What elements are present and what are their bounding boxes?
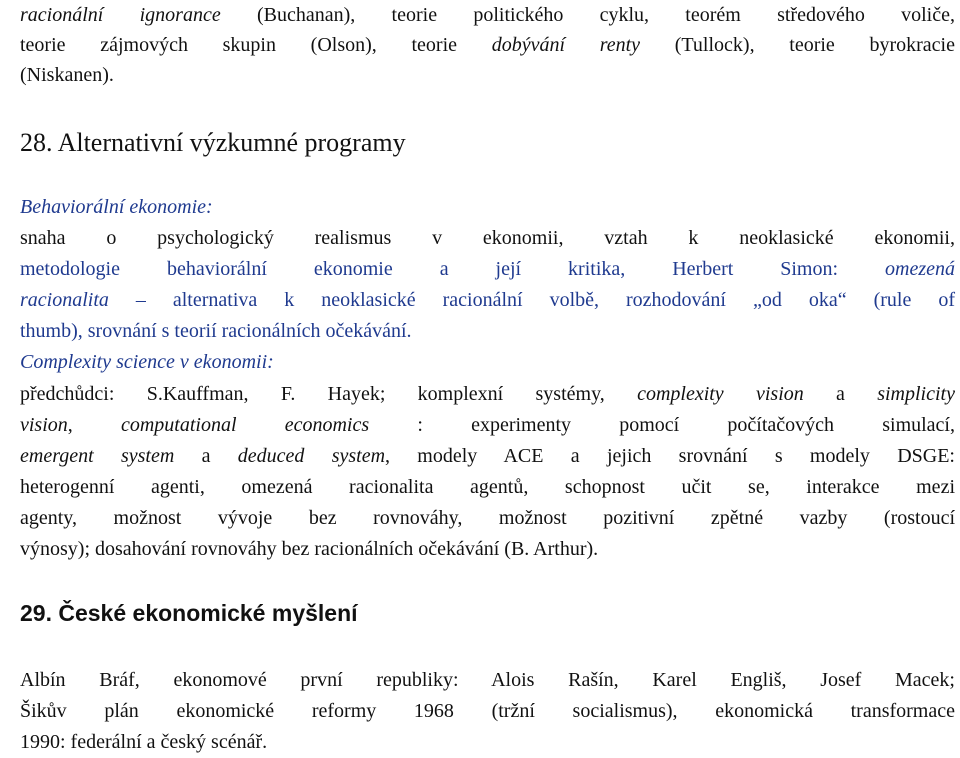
term-deduced-system: deduced system — [237, 445, 386, 467]
behavioral-line-3-rest: – alternativa k neoklasické racionální volbě, rozhodování „od oka“ (rule of — [108, 289, 955, 311]
term-complexity-vision: complexity vision — [637, 383, 804, 405]
complexity-line-6: výnosy); dosahování rovnováhy bez racionálních očekávání (B. Arthur). — [20, 538, 599, 560]
complexity-line-2-b: : experimenty pomocí počítačových simulací, — [369, 414, 955, 436]
behavioral-line-1: snaha o psychologický realismus v ekonomii, vztah k neoklasické ekonomii, — [20, 227, 955, 249]
term-computational-economics: computational economics — [120, 414, 370, 436]
term-rent-seeking: dobývání renty — [491, 34, 641, 56]
complexity-line-2 — [20, 410, 955, 440]
behavioral-line-2 — [20, 254, 955, 284]
complexity-line-3-b: , modely ACE a jejich srovnání s modely DSGE: — [385, 445, 955, 467]
intro-line-2 — [20, 30, 955, 60]
complexity-line-1 — [20, 379, 955, 409]
term-bounded: omezená — [885, 258, 955, 280]
intro-line-1 — [20, 0, 955, 30]
intro-line-2-b: (Tullock), teorie byrokracie — [640, 34, 955, 56]
czech-line-2: Šikův plán ekonomické reformy 1968 (tržní socialismus), ekonomická transformace — [20, 700, 955, 722]
complexity-line-1-b: a — [803, 383, 878, 405]
term-simplicity: simplicity — [877, 383, 955, 405]
complexity-line-3-a: a — [174, 445, 238, 467]
term-vision: vision — [20, 414, 68, 436]
intro-line-1-text: (Buchanan), teorie politického cyklu, teorém středového voliče, — [220, 4, 955, 26]
term-emergent-system: emergent system — [20, 445, 175, 467]
complexity-line-1-a: předchůdci: S.Kauffman, F. Hayek; komplexní systémy, — [20, 383, 638, 405]
term-rationality: racionalita — [20, 289, 109, 311]
section-29-heading: 29. České ekonomické myšlení — [20, 600, 358, 626]
intro-line-2-a: teorie zájmových skupin (Olson), teorie — [20, 34, 492, 56]
section-28-heading: 28. Alternativní výzkumné programy — [20, 128, 406, 157]
behavioral-economics-title: Behaviorální ekonomie: — [20, 196, 213, 218]
complexity-line-4: heterogenní agenti, omezená racionalita agentů, schopnost učit se, interakce mezi — [20, 476, 955, 498]
intro-line-3: (Niskanen). — [20, 64, 114, 86]
behavioral-line-3 — [20, 285, 955, 315]
complexity-science-title: Complexity science v ekonomii: — [20, 351, 274, 373]
complexity-line-3 — [20, 441, 955, 471]
czech-line-1: Albín Bráf, ekonomové první republiky: Alois Rašín, Karel Engliš, Josef Macek; — [20, 669, 955, 691]
complexity-line-2-a: , — [67, 414, 121, 436]
behavioral-line-2-a: metodologie behaviorální ekonomie a její kritika, Herbert Simon: — [20, 258, 886, 280]
term-rational-ignorance: racionální ignorance — [20, 4, 221, 26]
behavioral-line-4: thumb), srovnání s teorií racionálních očekávání. — [20, 320, 412, 342]
czech-line-3: 1990: federální a český scénář. — [20, 731, 268, 753]
complexity-line-5: agenty, možnost vývoje bez rovnováhy, možnost pozitivní zpětné vazby (rostoucí — [20, 507, 955, 529]
